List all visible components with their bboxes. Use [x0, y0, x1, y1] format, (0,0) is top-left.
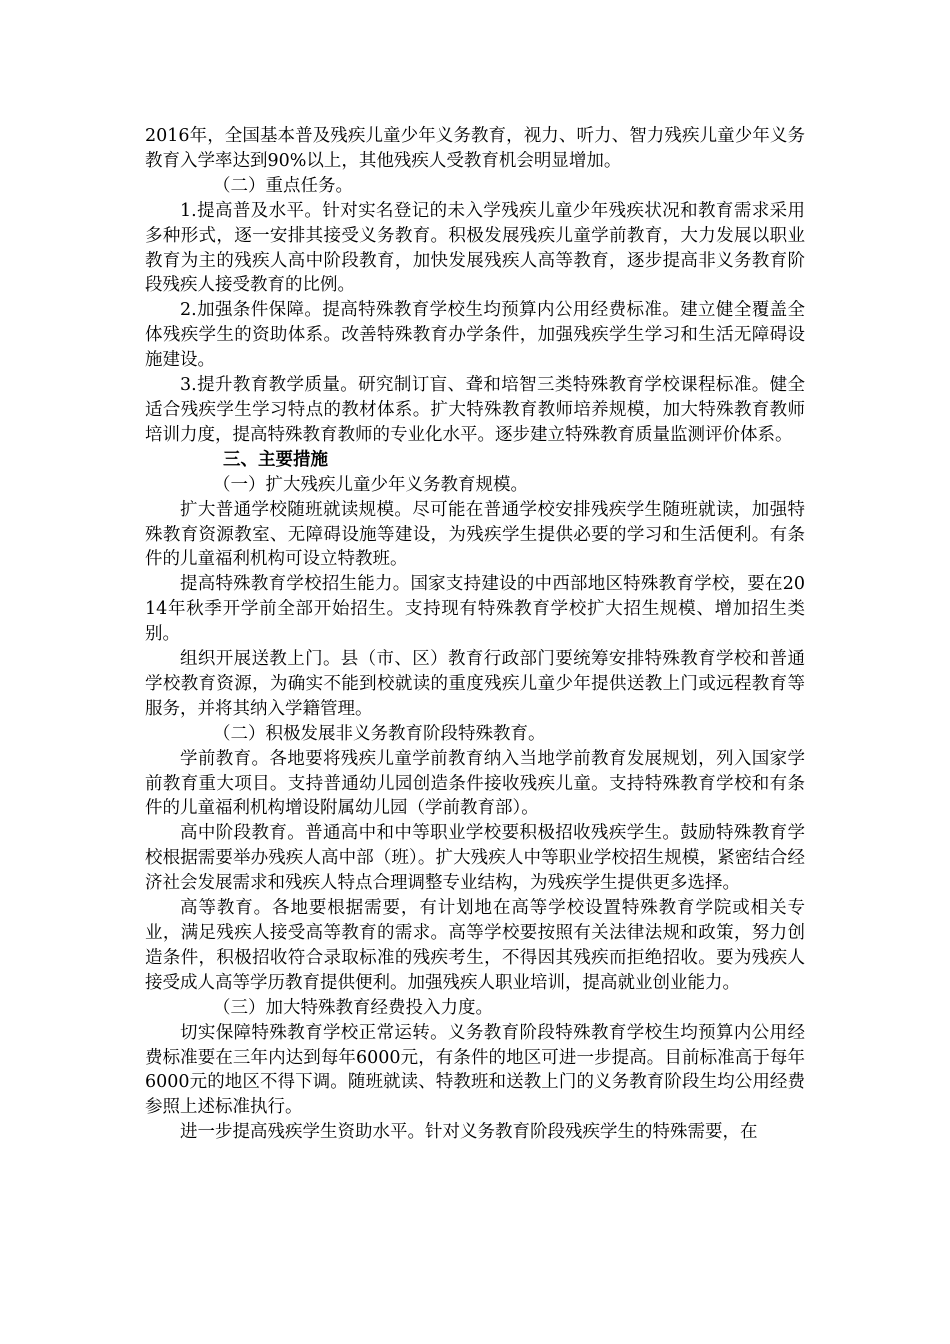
paragraph-task-1: 1.提高普及水平。针对实名登记的未入学残疾儿童少年残疾状况和教育需求采用多种形式，逐一安排其接受义务教育。积极发展残疾儿童学前教育，大力发展以职业教育为主的残疾人高中阶段教育，加快发展残疾人高等教育，逐步提高非义务教育阶段残疾人接受教育的比例。 — [145, 200, 805, 296]
paragraph-home-education: 组织开展送教上门。县（市、区）教育行政部门要统筹安排特殊教育学校和普通学校教育资源，为确实不能到校就读的重度残疾儿童少年提供送教上门或远程教育等服务，并将其纳入学籍管理。 — [145, 649, 805, 719]
subheading-key-tasks: （二）重点任务。 — [213, 175, 353, 196]
paragraph-enrollment-capacity: 提高特殊教育学校招生能力。国家支持建设的中西部地区特殊教育学校，要在2014年秋季开学前全部开始招生。支持现有特殊教育学校扩大招生规模、增加招生类别。 — [145, 574, 805, 645]
paragraph-task-2: 2.加强条件保障。提高特殊教育学校生均预算内公用经费标准。建立健全覆盖全体残疾学生的资助体系。改善特殊教育办学条件，加强残疾学生学习和生活无障碍设施建设。 — [145, 300, 805, 371]
document-page — [145, 124, 805, 1145]
paragraph-intro: 2016年，全国基本普及残疾儿童少年义务教育，视力、听力、智力残疾儿童少年义务教育入学率达到90%以上，其他残疾人受教育机会明显增加。 — [145, 126, 805, 171]
paragraph-preschool: 学前教育。各地要将残疾儿童学前教育纳入当地学前教育发展规划，列入国家学前教育重大项目。支持普通幼儿园创造条件接收残疾儿童。支持特殊教育学校和有条件的儿童福利机构增设附属幼儿园（学前教育部）。 — [145, 748, 805, 819]
paragraph-inclusive-schools: 扩大普通学校随班就读规模。尽可能在普通学校安排残疾学生随班就读，加强特殊教育资源教室、无障碍设施等建设，为残疾学生提供必要的学习和生活便利。有条件的儿童福利机构可设立特教班。 — [145, 499, 805, 570]
paragraph-task-3: 3.提升教育教学质量。研究制订盲、聋和培智三类特殊教育学校课程标准。健全适合残疾学生学习特点的教材体系。扩大特殊教育教师培养规模，加大特殊教育教师培训力度，提高特殊教育教师的专业化水平。逐步建立特殊教育质量监测评价体系。 — [145, 375, 805, 445]
subheading-non-compulsory: （二）积极发展非义务教育阶段特殊教育。 — [213, 723, 546, 744]
paragraph-student-aid: 进一步提高残疾学生资助水平。针对义务教育阶段残疾学生的特殊需要，在 — [180, 1122, 758, 1143]
paragraph-higher-education: 高等教育。各地要根据需要，有计划地在高等学校设置特殊教育学院或相关专业，满足残疾人接受高等教育的需求。高等学校要按照有关法律法规和政策，努力创造条件，积极招收符合录取标准的残疾考生，不得因其残疾而拒绝招收。要为残疾人接受成人高等学历教育提供便利。加强残疾人职业培训，提高就业创业能力。 — [145, 898, 805, 993]
subheading-compulsory-scale: （一）扩大残疾儿童少年义务教育规模。 — [213, 474, 528, 495]
paragraph-operating-funds: 切实保障特殊教育学校正常运转。义务教育阶段特殊教育学校生均预算内公用经费标准要在三年内达到每年6000元，有条件的地区可进一步提高。目前标准高于每年6000元的地区不得下调。随班就读、特教班和送教上门的义务教育阶段生均公用经费参照上述标准执行。 — [145, 1022, 805, 1118]
section-heading-main-measures: 三、主要措施 — [223, 449, 328, 470]
subheading-funding: （三）加大特殊教育经费投入力度。 — [213, 997, 493, 1018]
paragraph-high-school: 高中阶段教育。普通高中和中等职业学校要积极招收残疾学生。鼓励特殊教育学校根据需要举办残疾人高中部（班）。扩大残疾人中等职业学校招生规模，紧密结合经济社会发展需求和残疾人特点合理调整专业结构，为残疾学生提供更多选择。 — [145, 823, 805, 894]
